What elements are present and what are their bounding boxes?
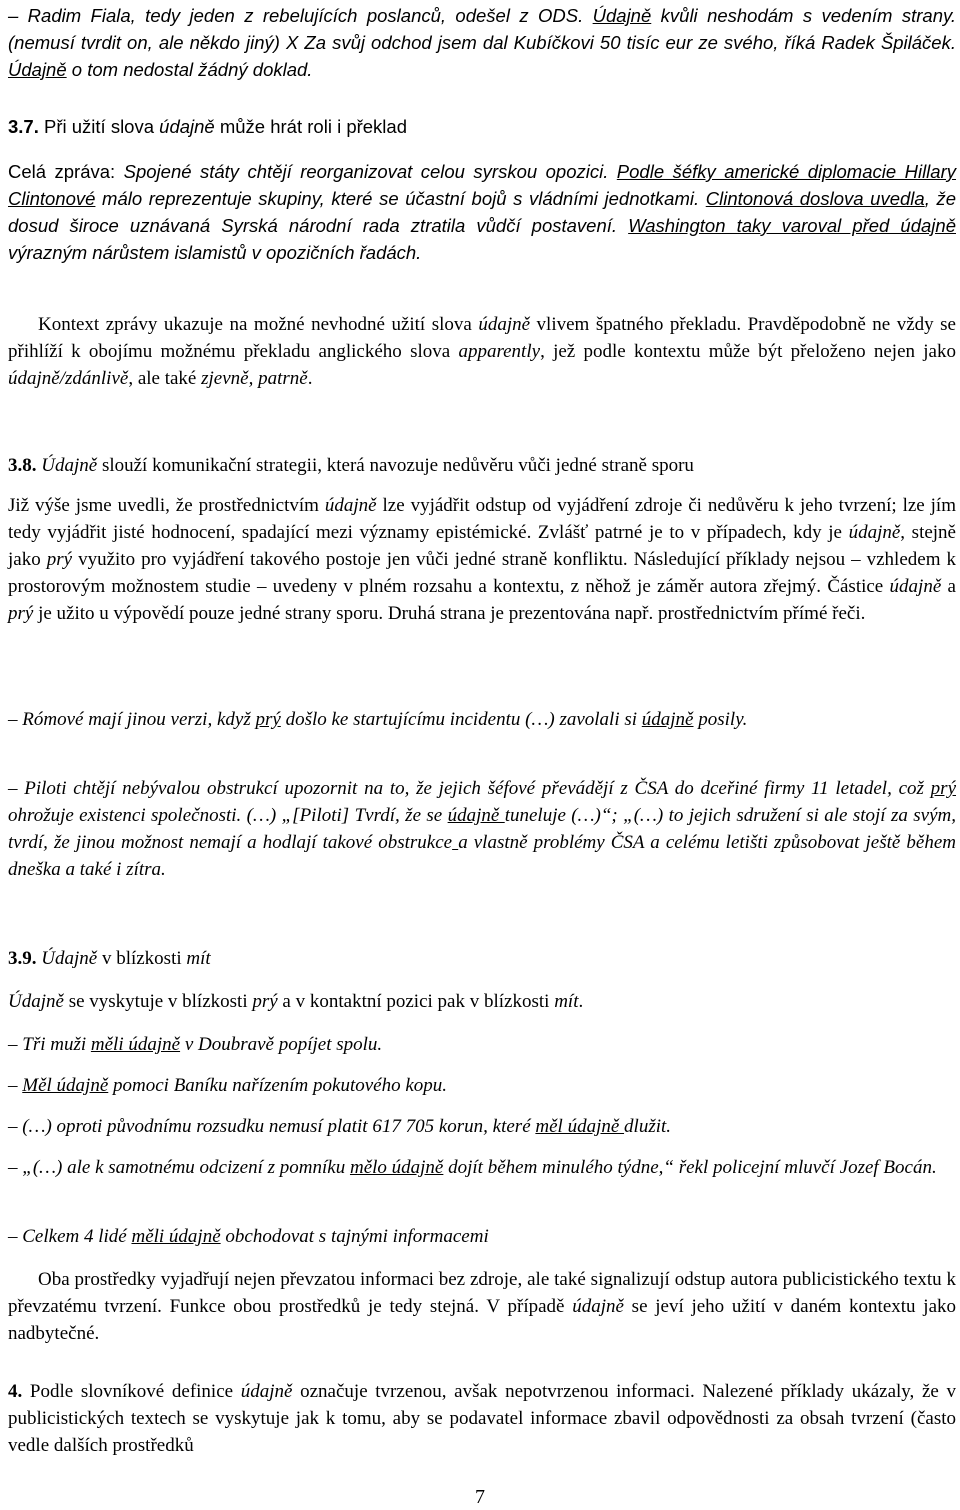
section-heading-3-9: 3.9. Údajně v blízkosti mít — [8, 948, 211, 969]
page-number: 7 — [475, 1486, 485, 1508]
paragraph-occurrence: Údajně se vyskytuje v blízkosti prý a v kontaktní pozici pak v blízkosti mít. — [8, 991, 584, 1012]
example-banik: – Měl údajně pomoci Baníku nařízením pokutového kopu. — [8, 1075, 448, 1096]
paragraph-strategy: Již výše jsme uvedli, že prostřednictvím údajně lze vyjádřit odstup od vyjádření zdroje či nedůvěru k jeho tvrzení; lze jím tedy vyjádřit jisté hodnocení, spadající mezi významy epistémické. Zvlášť patrné je to v případech, kdy je údajně, stejně jako prý využito pro vyjádření takového postoje jen vůči jedné straně konfliktu. Následující příklady nejsou – vzhledem k prostorovým možnostem studie – uvedeny v plném rozsahu a kontextu, z něhož je záměr autora zřejmý. Částice údajně a prý je užito u výpovědí pouze jedné strany sporu. Druhá strana je prezentována např. prostřednictvím přímé řeči. — [8, 495, 956, 624]
example-informace: – Celkem 4 lidé měli údajně obchodovat s tajnými informacemi — [8, 1226, 489, 1247]
section-heading-3-8: 3.8. Údajně slouží komunikační strategii, která navozuje nedůvěru vůči jedné straně sporu — [8, 455, 694, 476]
example-rozsudek: – (…) oproti původnímu rozsudku nemusí platit 617 705 korun, které měl údajně dlužit. — [8, 1116, 672, 1137]
paragraph-context: Kontext zprávy ukazuje na možné nevhodné užití slova údajně vlivem špatného překladu. Pravděpodobně ne vždy se přihlíží k obojímu možnému překladu anglického slova apparently, jež podle kontextu může být přeloženo nejen jako údajně/zdánlivě, ale také zjevně, patrně. — [8, 314, 956, 389]
example-piloti: – Piloti chtějí nebývalou obstrukcí upozornit na to, že jejich šéfové převádějí z ČSA do dceřiné firmy 11 letadel, což prý ohrožuje existenci společnosti. (…) „[Piloti] Tvrdí, že se údajně tuneluje (…)“; „(…) to jejich sdružení si ale stojí za svým, tvrdí, že jinou možnost nemají a hodlají takové obstrukce a vlastně problémy ČSA a celému letišti způsobovat ještě během dneška a také i zítra. — [8, 778, 957, 880]
paragraph-both-means: Oba prostředky vyjadřují nejen převzatou informaci bez zdroje, ale také signalizují odstup autora publicistického textu k převzatému tvrzení. Funkce obou prostředků je tedy stejná. V případě údajně se jeví jeho užití v daném kontextu jako nadbytečné. — [8, 1269, 957, 1344]
section-4-paragraph: 4. Podle slovníkové definice údajně označuje tvrzenou, avšak nepotvrzenou informaci. Nalezené příklady ukázaly, že v publicistických textech se vyskytuje jak k tomu, aby se podavatel informace zbavil odpovědnosti za obsah tvrzení (často vedle dalších prostředků — [8, 1381, 956, 1456]
example-doubrava: – Tři muži měli údajně v Doubravě popíjet spolu. — [8, 1034, 383, 1055]
example-romove: – Rómové mají jinou verzi, když prý došlo ke startujícímu incidentu (…) zavolali si údajně posily. — [8, 709, 748, 730]
section-heading-3-7: 3.7. Při užití slova údajně může hrát roli i překlad — [8, 116, 407, 137]
example-syria-report: Celá zpráva: Spojené státy chtějí reorganizovat celou syrskou opozici. Podle šéfky americké diplomacie Hillary Clintonové málo reprezentuje skupiny, které se účastní bojů s vládními jednotkami. Clintonová doslova uvedla, že dosud široce uznávaná Syrská národní rada ztratila vůdčí postavení. Washington taky varoval před údajně výrazným nárůstem islamistů v opozičních řadách. — [8, 161, 956, 263]
example-pomnik: – „(…) ale k samotnému odcizení z pomníku mělo údajně dojít během minulého týdne,“ řekl policejní mluvčí Jozef Bocán. — [8, 1157, 937, 1178]
example-fiala: – Radim Fiala, tedy jeden z rebelujících poslanců, odešel z ODS. Údajně kvůli neshodám s vedením strany. (nemusí tvrdit on, ale někdo jiný) X Za svůj odchod jsem dal Kubíčkovi 50 tisíc eur ze svého, říká Radek Špiláček. Údajně o tom nedostal žádný doklad. — [8, 5, 956, 80]
